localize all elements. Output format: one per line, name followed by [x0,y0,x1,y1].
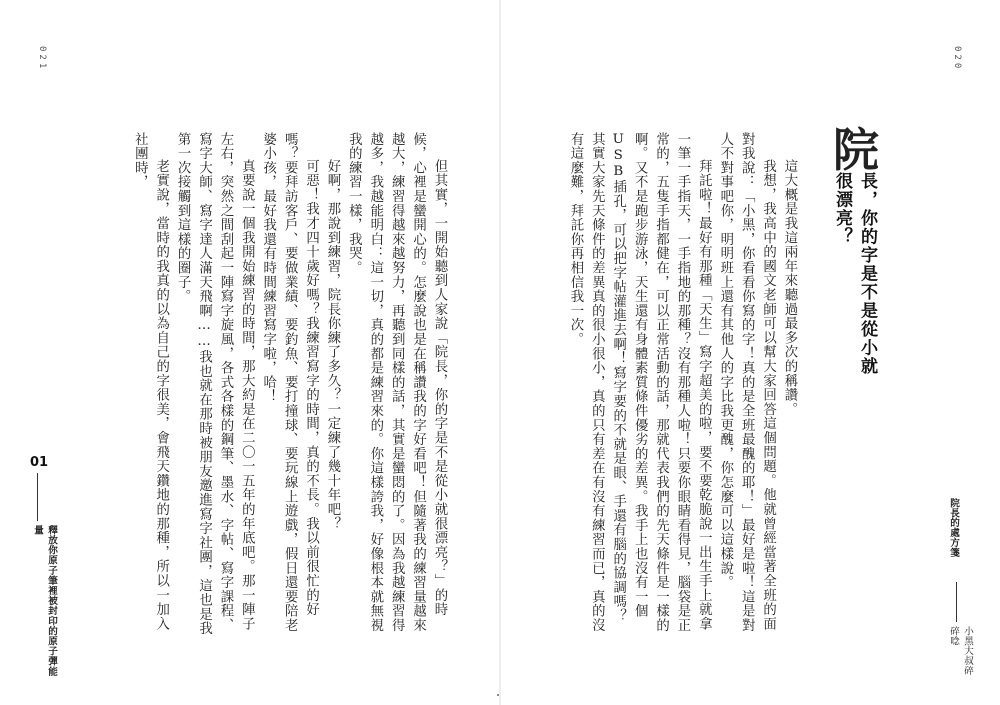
running-head [944,498,973,678]
paragraph: 好啊，那說到練習，院長你練了多久？一定練了幾十年吧？ [324,158,340,531]
paragraph: 可惡！我才四十歲好嗎？我練習寫字的時間，真的不長。我以前很忙的好嗎？要拜訪客戶、要做業績、要釣魚、要打撞球、要玩線上遊戲，假日還要陪老婆小孩，最好我還有時間練習寫字啦，哈！ [260,132,319,633]
right-page-body [567,132,800,637]
chapter-marker [27,455,57,685]
section-heading: 長，你的字是不是從小就很漂亮？ [832,172,877,376]
paragraph: 老實說，當時的我真的以為自己的字很美，會飛天鑽地的那種，所以一加入社團時， [132,132,169,631]
chapter-number: 01 [30,455,49,470]
paragraph: 拜託啦！最好有那種「天生」寫字超美的啦，要不要乾脆說一出生手上就拿一筆一手指天，一手指地的那種？沒有那種人啦！只要你眼睛看得見，腦袋是正常的，五隻手指都健在，可以正常活動的話，那就代表我們的先天條件是一樣的啊。又不是跑步游泳，天生還有身體素質條件優劣的差異。我手上也沒有一個USB插孔，可以把字帖灌進去啊！寫字要的不就是眼、手還有腦的協調嗎？其實大家先天條件的差異真的很小很小，真的只有差在有沒有練習而已，真的沒有這麼難，拜託你再相信我一次。 [567,132,712,633]
running-head-rule [956,582,957,622]
left-page-body [132,132,450,637]
print-dot [497,694,499,696]
chapter-subtitle: 釋放你原子筆裡被封印的原子彈能量 [32,525,57,677]
page-gutter [499,0,501,705]
page-number-right: 020 [952,46,962,72]
heading-initial: 院 [833,123,879,177]
paragraph: 這大概是我這兩年來聽過最多次的稱讚。 [782,158,797,417]
paragraph: 但其實，一開始聽到人家說「院長，你的字是不是從小就很漂亮？」的時候，心裡是蠻開心的。怎麼說也是在稱讚我的字好看吧！但隨著我的練習量越來越大，練習得越來越努力，再聽到同樣的話，其實是蠻悶的了。因為我越練習得越多，我越能明白：這一切，真的都是練習來的。你這樣誇我，好像根本就無視我的練習一樣，我哭。 [346,132,447,633]
paragraph: 我想，我高中的國文老師可以幫大家回答這個問題。他就曾經當著全班的面對我說：「小黑，你看看你寫的字！真的是全班最醜的耶！」最好是啦！這是對人不對事吧你，明明班上還有其他人的字比我更醜，你怎麼可以這樣說。 [717,132,776,633]
page-number-left: 021 [37,46,47,72]
running-head-chapter: 小黑大叔碎碎唸 [948,626,973,676]
running-head-book: 院長的處方箋 [948,498,959,558]
chapter-rule [37,473,38,521]
paragraph: 真要說一個我開始練習的時間，那大約是在二〇一五年的年底吧。那一陣子左右，突然之間刮起一陣寫字旋風，各式各樣的鋼筆、墨水、字帖、寫字課程、寫字大師、寫字達人滿天飛啊……我也就在那時被朋友邀進寫字社團，這也是我第一次接觸到這樣的圈子。 [175,132,255,636]
